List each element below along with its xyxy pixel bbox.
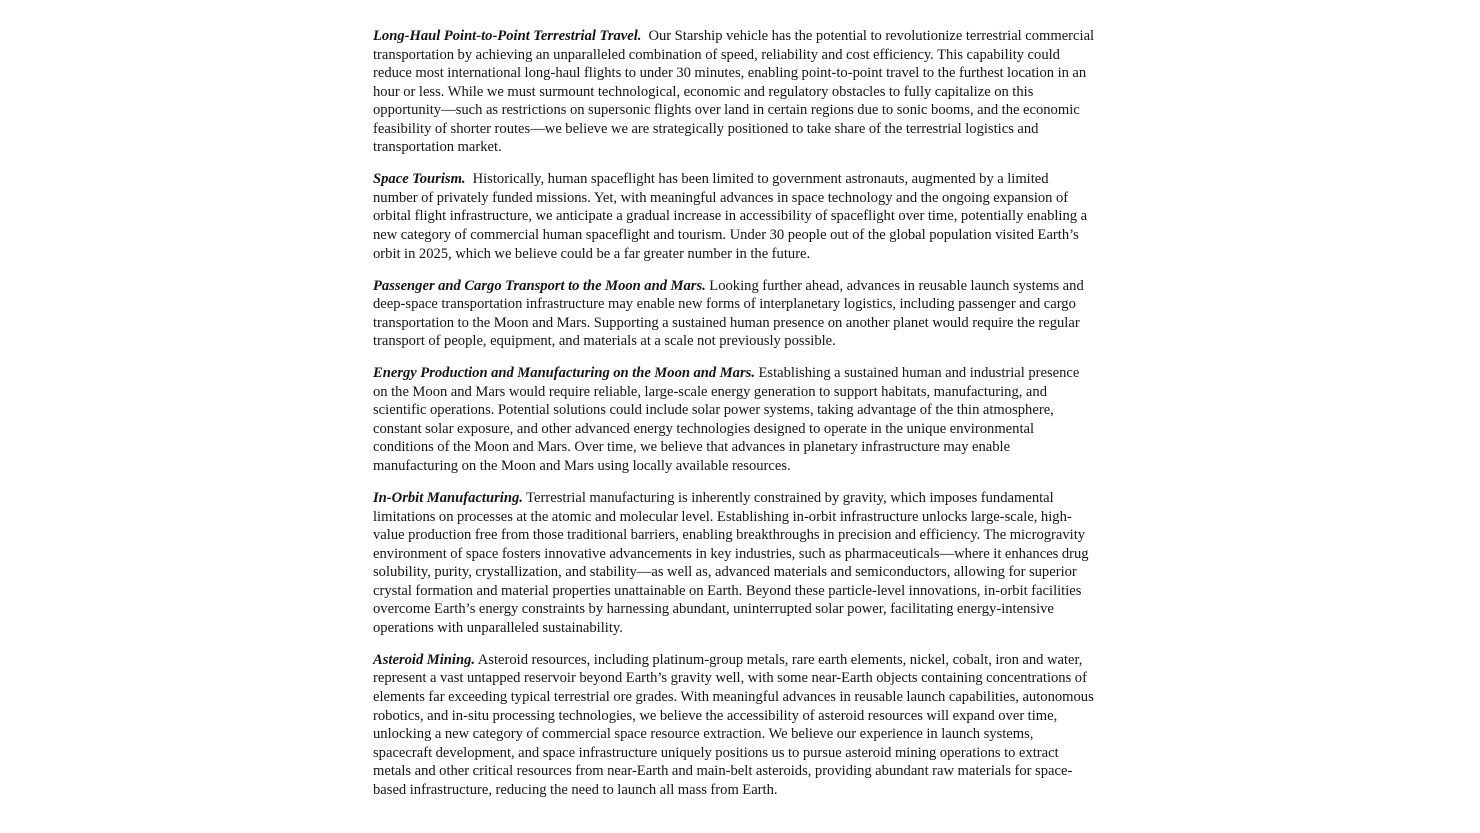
paragraph-in-orbit-manufacturing [373, 489, 1095, 637]
paragraph-energy-manufacturing [373, 364, 1095, 475]
paragraph-body: Asteroid resources, including platinum-group metals, rare earth elements, nickel, cobalt, iron and water, represent a vast untapped reservoir beyond Earth’s gravity well, with some near-Earth objects containing concentrations of elements far exceeding typical terrestrial ore grades. With meaningful advances in reusable launch capabilities, autonomous robotics, and in-situ processing technologies, we believe the accessibility of asteroid resources will expand over time, unlocking a new category of commercial space resource extraction. We believe our experience in launch systems, spacecraft development, and space infrastructure uniquely positions us to pursue asteroid mining operations to extract metals and other critical resources from near-Earth and main-belt asteroids, providing abundant raw materials for space-based infrastructure, reducing the need to launch all mass from Earth. [373, 651, 1094, 798]
paragraph-body: Establishing a sustained human and industrial presence on the Moon and Mars would require reliable, large-scale energy generation to support habitats, manufacturing, and scientific operations. Potential solutions could include solar power systems, taking advantage of the thin atmosphere, constant solar exposure, and other advanced energy technologies designed to operate in the unique environmental conditions of the Moon and Mars. Over time, we believe that advances in planetary infrastructure may enable manufacturing on the Moon and Mars using locally available resources. [373, 365, 1080, 474]
paragraph-terrestrial-travel [373, 27, 1095, 157]
paragraph-body: Historically, human spaceflight has been limited to government astronauts, augmented by a limited number of privately funded missions. Yet, with meaningful advances in space technology and the ongoing expansion of orbital flight infrastructure, we anticipate a gradual increase in accessibility of spaceflight over time, potentially enabling a new category of commercial human spaceflight and tourism. Under 30 people out of the global population visited Earth’s orbit in 2025, which we believe could be a far greater number in the future. [373, 171, 1088, 262]
paragraph-heading: Space Tourism. [373, 171, 466, 188]
paragraph-space-tourism [373, 170, 1095, 263]
paragraph-heading: Passenger and Cargo Transport to the Moon and Mars. [373, 277, 706, 294]
paragraph-heading: Asteroid Mining. [373, 651, 476, 668]
paragraph-heading: Long-Haul Point-to-Point Terrestrial Travel. [373, 28, 642, 44]
paragraph-body: Our Starship vehicle has the potential to revolutionize terrestrial commercial transportation by achieving an unparalleled combination of speed, reliability and cost efficiency. This capability could reduce most international long-haul flights to under 30 minutes, enabling point-to-point travel to the furthest location in an hour or less. While we must surmount technological, economic and regulatory obstacles to fully capitalize on this opportunity—such as restrictions on supersonic flights over land in certain regions due to sonic booms, and the economic feasibility of shorter routes—we believe we are strategically positioned to take share of the terrestrial logistics and transportation market. [373, 28, 1095, 156]
paragraph-heading: In-Orbit Manufacturing. [373, 490, 523, 507]
paragraph-body: Looking further ahead, advances in reusable launch systems and deep-space transportation infrastructure may enable new forms of interplanetary logistics, including passenger and cargo transportation to the Moon and Mars. Supporting a sustained human presence on another planet would require the regular transport of people, equipment, and materials at a scale not previously possible. [373, 277, 1084, 350]
paragraph-heading: Energy Production and Manufacturing on the Moon and Mars. [373, 365, 755, 382]
paragraph-asteroid-mining [373, 651, 1095, 799]
paragraph-moon-mars-transport [373, 277, 1095, 351]
paragraph-body: Terrestrial manufacturing is inherently constrained by gravity, which imposes fundamental limitations on processes at the atomic and molecular level. Establishing in-orbit infrastructure unlocks large-scale, high-value production free from those traditional barriers, enabling breakthroughs in precision and efficiency. The microgravity environment of space fosters innovative advancements in key industries, such as pharmaceuticals—where it enhances drug solubility, purity, crystallization, and stability—as well as, advanced materials and semiconductors, allowing for superior crystal formation and material properties unattainable on Earth. Beyond these particle-level innovations, in-orbit facilities overcome Earth’s energy constraints by harnessing abundant, uninterrupted solar power, facilitating energy-intensive operations with unparalleled sustainability. [373, 490, 1089, 636]
document-page [373, 27, 1095, 813]
